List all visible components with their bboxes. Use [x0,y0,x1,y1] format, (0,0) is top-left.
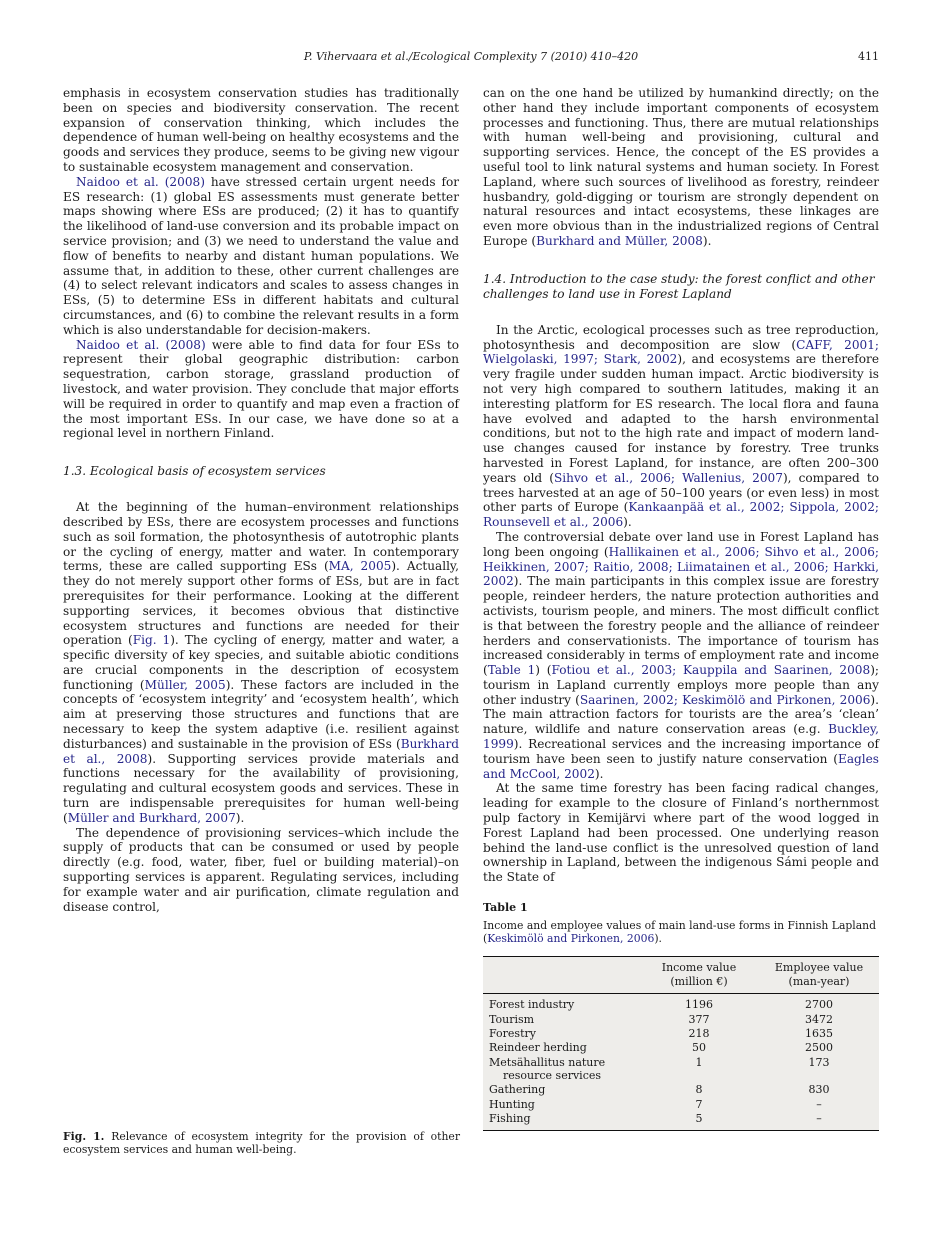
land-use-label: Forestry [489,1027,536,1041]
figure1-caption [63,1130,460,1157]
employee-value: 173 [808,1055,830,1069]
text-run: ). The main participants in this complex issue are forestry people, reindeer herders, the nature protection authorities and activists, tourism people, and miners. The most difficult conflict is that between the forestry people and the alliance of reindeer herders and conservationists. The importance of tourism has increased considerably in terms of employment rate and income ( [483,574,879,678]
running-head [63,50,879,63]
text-run: Relevance of ecosystem integrity for the provision of other ecosystem services and human well-being. [63,1130,460,1157]
table1-caption [483,919,879,945]
citation-link[interactable]: Burkhard et al., 2008 [63,736,459,766]
empty-header-cell [483,957,639,994]
text-run: ). Actually, they do not merely support other forms of ESs, but are in fact prerequisites for their performance. Looking at the different supporting services, it becomes obvious that distinctive ecosystem structures and functions are needed for their operation ( [63,559,460,648]
citation-link[interactable]: Buckley, 1999 [483,722,879,752]
table-row [483,1097,879,1111]
text-run: ). Recreational services and the increasing importance of tourism have been seen to justify nature conservation ( [483,737,879,766]
text-run: ), and ecosystems are therefore very fragile under sudden human impact. Arctic biodiversity is not very high compared to southern latitudes, making it an interesting platform for ES research. The local flora and fauna have evolved and adapted to the harsh environmental conditions, but not to the high rate and impact of modern land-use changes caused for instance by forestry. Tree trunks harvested in Forest Lapland, for instance, are often 200–300 years old ( [483,352,879,485]
citation-link[interactable]: Saarinen, 2002; Keskimölö and Pirkonen, 2006 [579,692,871,707]
income-value: 218 [688,1027,710,1041]
land-use-label: Fishing [489,1111,531,1125]
paragraph [63,86,459,175]
text-run: emphasis in ecosystem conservation studies has traditionally been on species and biodiversity conservation. The recent expansion of conservation thinking, which includes the dependence of human well-being on healthy ecosystems and the goods and services they produce, seems to be giving new vigour to sustainable ecosystem management and conservation. [63,86,459,174]
text-run: ). The cycling of energy, matter and water, a specific diversity of key species, and suitable abiotic conditions are crucial components in the description of ecosystem functioning ( [63,633,459,692]
text-run: ). [702,233,712,248]
citation-link[interactable]: Keskimölö and Pirkonen, 2006 [487,932,655,946]
text-run: ). [594,766,604,781]
text-run: can on the one hand be utilized by humankind directly; on the other hand they include important components of ecosystem processes and functioning. Thus, there are mutual relationships with human well-being and provisioning, cultural and supporting services. Hence, the concept of the ES provides a useful tool to link natural systems and human society. In Forest Lapland, where such sources of livelihood as forestry, reindeer husbandry, gold-digging or tourism are strongly dependent on natural resources and intact ecosystems, these linkages are even more obvious than in the industrialized regions of Central Europe ( [483,86,879,248]
table1-label: Table 1 [483,901,528,915]
citation-link[interactable]: Sihvo et al., 2006; Wallenius, 2007 [554,470,783,485]
left-column [63,86,459,1131]
text-run: ). [623,515,632,530]
land-use-label: Metsähallitus nature resource services [489,1055,606,1083]
text-run: At the same time forestry has been facing radical changes, leading for example to the closure of Finland’s northernmost pulp factory in Kemijärvi where part of the wood logged in Forest Lapland had been processed. One underlying reason behind the land-use conflict is the unresolved question of land ownership in Lapland, between the indigenous Sámi people and the State of [483,781,879,885]
land-use-label: Hunting [489,1097,535,1111]
paragraph [483,323,879,530]
text-run: ), compared to trees harvested at an age of 50–100 years (or even less) in most other parts of Europe ( [483,470,880,515]
citation-link[interactable]: Naidoo et al. (2008) [76,337,206,352]
employee-value: – [816,1097,822,1111]
text-run: The dependence of provisioning services–which include the supply of products that can be consumed or used by people directly (e.g. food, water, fiber, fuel or building material)–on supporting services is apparent. Regulating services, including for example water and air purification, climate regulation and disease control, [63,825,459,914]
table-row [483,1041,879,1055]
land-use-label: Forest industry [489,998,575,1012]
income-column-header [639,957,759,994]
paragraph [483,530,879,782]
citation-link[interactable]: MA, 2005 [328,559,392,574]
employee-column-header [759,957,879,994]
caption-label: Fig. 1. [63,1130,105,1143]
income-value: 7 [695,1097,703,1111]
text-run: ). The main attraction factors for tourists are the area’s ‘clean’ nature, wildlife and nature conservation areas (e.g. [483,692,879,737]
section-heading-1-3: 1.3. Ecological basis of ecosystem services [63,464,326,479]
text-run: In the Arctic, ecological processes such as tree reproduction, photosynthesis and decomposition are slow ( [483,322,879,352]
table-row [483,1083,879,1097]
text-run: ). Supporting services provide materials and functions necessary for the availability of provisioning, regulating and cultural ecosystem goods and services. These in turn are indispensable prerequisites for human well-being ( [63,751,460,825]
paragraph [63,500,459,826]
citation-link[interactable]: CAFF, 2001; Wielgolaski, 1997; Stark, 2002 [483,337,879,367]
two-column-body [63,86,879,1131]
paragraph [63,826,459,915]
paragraph [483,781,879,885]
citation-link[interactable]: Müller and Burkhard, 2007 [67,810,236,825]
text-run: ). [654,932,662,946]
text-run: At the beginning of the human–environment relationships described by ESs, there are ecosystem processes and functions such as soil formation, the photosynthesis of autotrophic plants or the cycling of energy, matter and water. In contemporary terms, these are called supporting ESs ( [63,500,459,574]
income-value: 377 [688,1012,710,1026]
income-value: 1 [695,1055,703,1069]
table-row [483,1112,879,1131]
text-run: ); tourism in Lapland currently employs more people than any other industry ( [483,663,879,707]
column-header-line: Income value [661,961,737,975]
column-header-line: Employee value [774,961,864,975]
citation-link[interactable]: Burkhard and Müller, 2008 [536,233,703,248]
paragraph [483,86,879,249]
table-row [483,1027,879,1041]
table-row [483,1012,879,1026]
land-use-label: Reindeer herding [489,1041,587,1055]
column-header-line: (million €) [670,974,728,988]
text-run: ). [235,810,245,825]
page-number: 411 [858,50,879,63]
citation-link[interactable]: Eagles and McCool, 2002 [483,751,879,781]
employee-value: 1635 [804,1027,833,1041]
income-value: 5 [695,1111,703,1125]
paragraph [63,338,459,442]
column-header-line: (man-year) [788,974,850,988]
employee-value: – [816,1111,822,1125]
citation-link[interactable]: Kankaanpää et al., 2002; Sippola, 2002; Rounsevell et al., 2006 [483,500,879,530]
table-header-row [483,957,879,994]
text-run: were able to find data for four ESs to represent their global geographic distribution: carbon sequestration, carbon storage, grassland production of livestock, and water provision. They conclude that major efforts will be required in order to quantify and map even a fraction of the most important ESs. In our case, we have done so at a regional level in northern Finland. [63,337,460,441]
text-run: have stressed certain urgent needs for ES research: (1) global ES assessments must generate better maps showing where ESs are produced; (2) it has to quantify the likelihood of land-use conversion and its probable impact on service provision; and (3) we need to understand the value and flow of benefits to nearby and distant human populations. We assume that, in addition to these, other current challenges are (4) to select relevant indicators and scales to assess changes in ESs, (5) to determine ESs in different habitats and cultural circumstances, and (6) to combine the relevant results in a form which is also understandable for decision-makers. [63,174,460,337]
citation-link[interactable]: Hallikainen et al., 2006; Sihvo et al., 2006; Heikkinen, 2007; Raitio, 2008; Liimatainen et al., 2006; Harkki, 2002 [483,544,879,589]
citation-link[interactable]: Table 1 [487,663,536,678]
right-column [483,86,879,1131]
employee-value: 2500 [804,1041,833,1055]
table1-block [483,901,879,1131]
running-title: P. Vihervaara et al./Ecological Complexity 7 (2010) 410–420 [303,50,639,63]
income-employee-table [483,956,879,1131]
text-run: ) ( [535,663,552,678]
citation-link[interactable]: Fotiou et al., 2003; Kauppila and Saarinen, 2008 [551,663,871,678]
land-use-label: Gathering [489,1083,546,1097]
income-value: 1196 [684,998,713,1012]
income-value: 50 [691,1041,706,1055]
land-use-label: Tourism [489,1012,535,1026]
citation-link[interactable]: Naidoo et al. (2008) [76,174,205,189]
employee-value: 2700 [804,998,833,1012]
section-heading-1-4: 1.4. Introduction to the case study: the forest conflict and other challenges to land use in Forest Lapland [483,271,875,301]
text-run: Income and employee values of main land-use forms in Finnish Lapland ( [483,919,877,946]
citation-link[interactable]: Fig. 1 [132,633,171,648]
citation-link[interactable]: Müller, 2005 [144,677,226,692]
text-run: The controversial debate over land use in Forest Lapland has long been ongoing ( [483,529,879,559]
employee-value: 830 [808,1083,830,1097]
table-row [483,994,879,1012]
paragraph [63,175,459,338]
employee-value: 3472 [804,1012,833,1026]
income-value: 8 [695,1083,703,1097]
table-row [483,1055,879,1083]
text-run: ). These factors are included in the concepts of ‘ecosystem integrity’ and ‘ecosystem health’, which aim at preserving those structures and functions that are necessary to keep the system adaptive (i.e. resilient against disturbances) and sustainable in the provision of ESs ( [63,677,459,751]
